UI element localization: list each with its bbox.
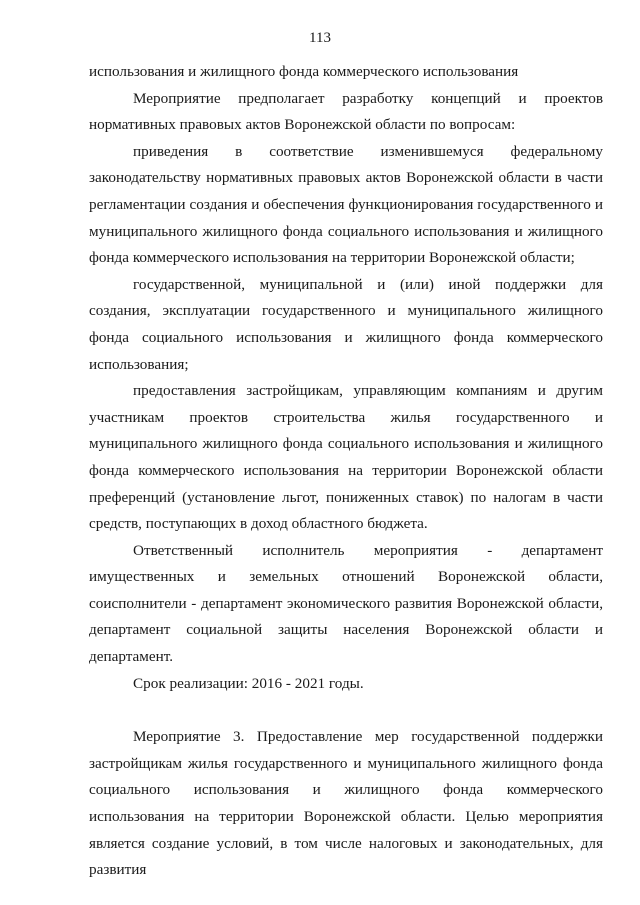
- paragraph-continuation: использования и жилищного фонда коммерческого использования: [89, 63, 519, 80]
- paragraph-implementation-period: Срок реализации: 2016 - 2021 годы.: [133, 674, 364, 692]
- paragraph-item-alignment: приведения в соответствие изменившемуся федеральному законодательству нормативных правовых актов Воронежской области в части регламентации создания и обеспечения функционирования государственного и муниципального жилищного фонда социального использования и жилищного фонда коммерческого использования на территории Воронежской области;: [89, 142, 603, 267]
- paragraph-responsible-executor: Ответственный исполнитель мероприятия - департамент имущественных и земельных отношений Воронежской области, соисполнители - департамент экономического развития Воронежской области, департамент социальной защиты населения Воронежской области и департамент.: [89, 541, 603, 666]
- paragraph-item-preferences: предоставления застройщикам, управляющим компаниям и другим участникам проектов строительства жилья государственного и муниципального жилищного фонда социального использования и жилищного фонда коммерческого использования на территории Воронежской области преференций (установление льгот, пониженных ставок) по налогам в части средств, поступающих в доход областного бюджета.: [89, 382, 603, 533]
- paragraph-measure-description: Мероприятие предполагает разработку концепций и проектов нормативных правовых актов Воронежской области по вопросам:: [89, 89, 603, 134]
- document-body: [89, 59, 603, 884]
- page-number: 113: [309, 30, 331, 46]
- paragraph-item-support: государственной, муниципальной и (или) иной поддержки для создания, эксплуатации государственного и муниципального жилищного фонда социального использования и жилищного фонда коммерческого использования;: [89, 275, 603, 373]
- paragraph-measure-3: Мероприятие 3. Предоставление мер государственной поддержки застройщикам жилья государственного и муниципального жилищного фонда социального использования и жилищного фонда коммерческого использования на территории Воронежской области. Целью мероприятия является создание условий, в том числе налоговых и законодательных, для развития: [89, 728, 603, 879]
